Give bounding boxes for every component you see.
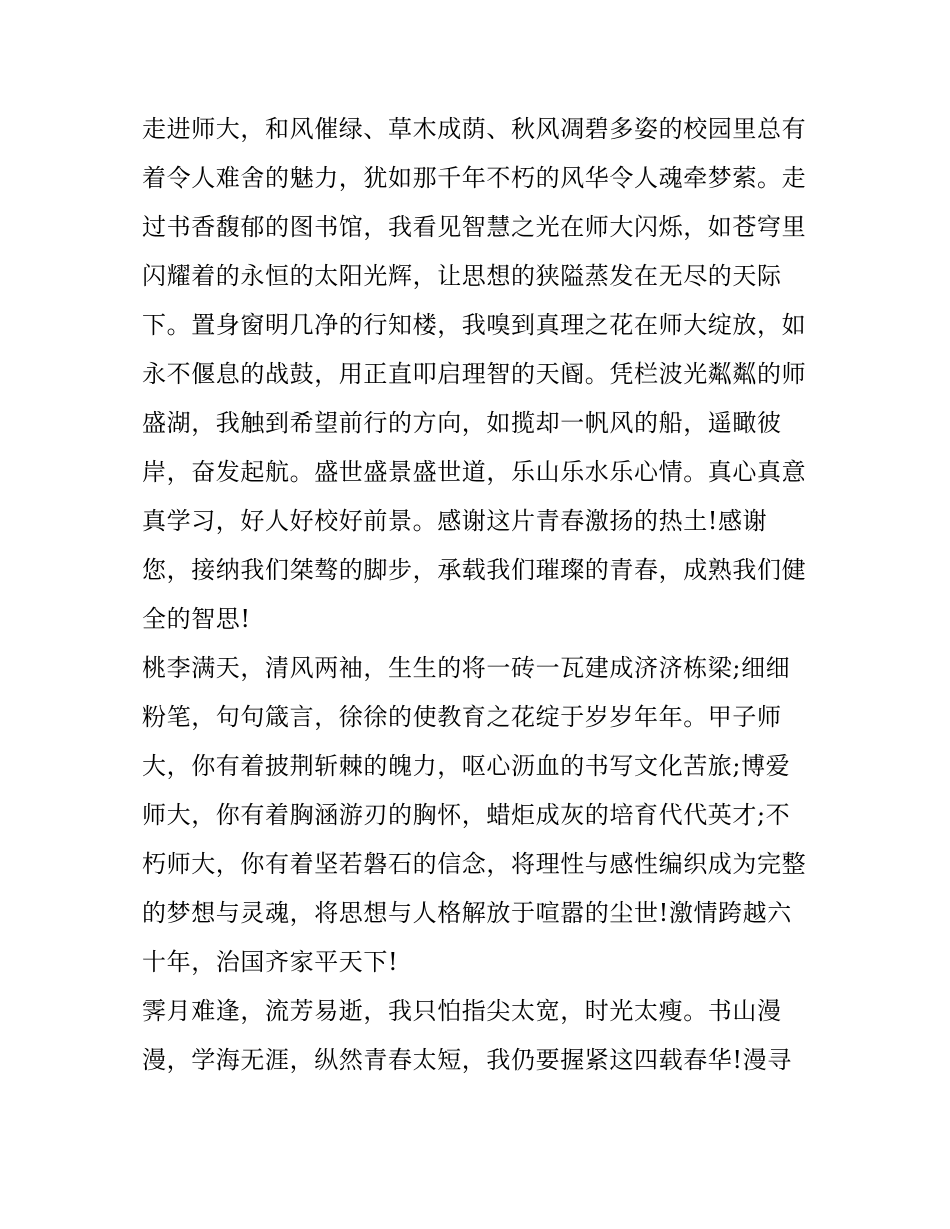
text-line: 大，你有着披荆斩棘的魄力，呕心沥血的书写文化苦旅;博爱 (142, 752, 791, 780)
text-line: 全的智思! (142, 605, 251, 633)
text-line: 岸，奋发起航。盛世盛景盛世道，乐山乐水乐心情。真心真意 (142, 458, 807, 486)
text-line: 漫，学海无涯，纵然青春太短，我仍要握紧这四载春华!漫寻 (142, 1046, 792, 1074)
text-line: 的梦想与灵魂，将思想与人格解放于喧嚣的尘世!激情跨越六 (142, 899, 792, 927)
text-line: 下。置身窗明几净的行知楼，我嗅到真理之花在师大绽放，如 (142, 311, 807, 339)
text-line: 走进师大，和风催绿、草木成荫、秋风凋碧多姿的校园里总有 (142, 115, 807, 143)
text-line: 粉笔，句句箴言，徐徐的使教育之花绽于岁岁年年。甲子师 (142, 703, 782, 731)
text-line: 盛湖，我触到希望前行的方向，如揽却一帆风的船，遥瞰彼 (142, 409, 782, 437)
text-line: 桃李满天，清风两袖，生生的将一砖一瓦建成济济栋梁;细细 (142, 654, 791, 682)
text-line: 真学习，好人好校好前景。感谢这片青春激扬的热土!感谢 (142, 507, 768, 535)
text-line: 着令人难舍的魅力，犹如那千年不朽的风华令人魂牵梦萦。走 (142, 164, 807, 192)
text-line: 您，接纳我们桀骜的脚步，承载我们璀璨的青春，成熟我们健 (142, 556, 807, 584)
text-line: 十年，治国齐家平天下! (142, 948, 399, 976)
text-line: 师大，你有着胸涵游刃的胸怀，蜡炬成灰的培育代代英才;不 (142, 801, 791, 829)
text-line: 闪耀着的永恒的太阳光辉，让思想的狭隘蒸发在无尽的天际 (142, 262, 782, 290)
text-line: 过书香馥郁的图书馆，我看见智慧之光在师大闪烁，如苍穹里 (142, 213, 807, 241)
text-line: 永不偃息的战鼓，用正直叩启理智的天阍。凭栏波光粼粼的师 (142, 360, 807, 388)
text-line: 霁月难逢，流芳易逝，我只怕指尖太宽，时光太瘦。书山漫 (142, 997, 782, 1025)
text-line: 朽师大，你有着坚若磐石的信念，将理性与感性编织成为完整 (142, 850, 807, 878)
